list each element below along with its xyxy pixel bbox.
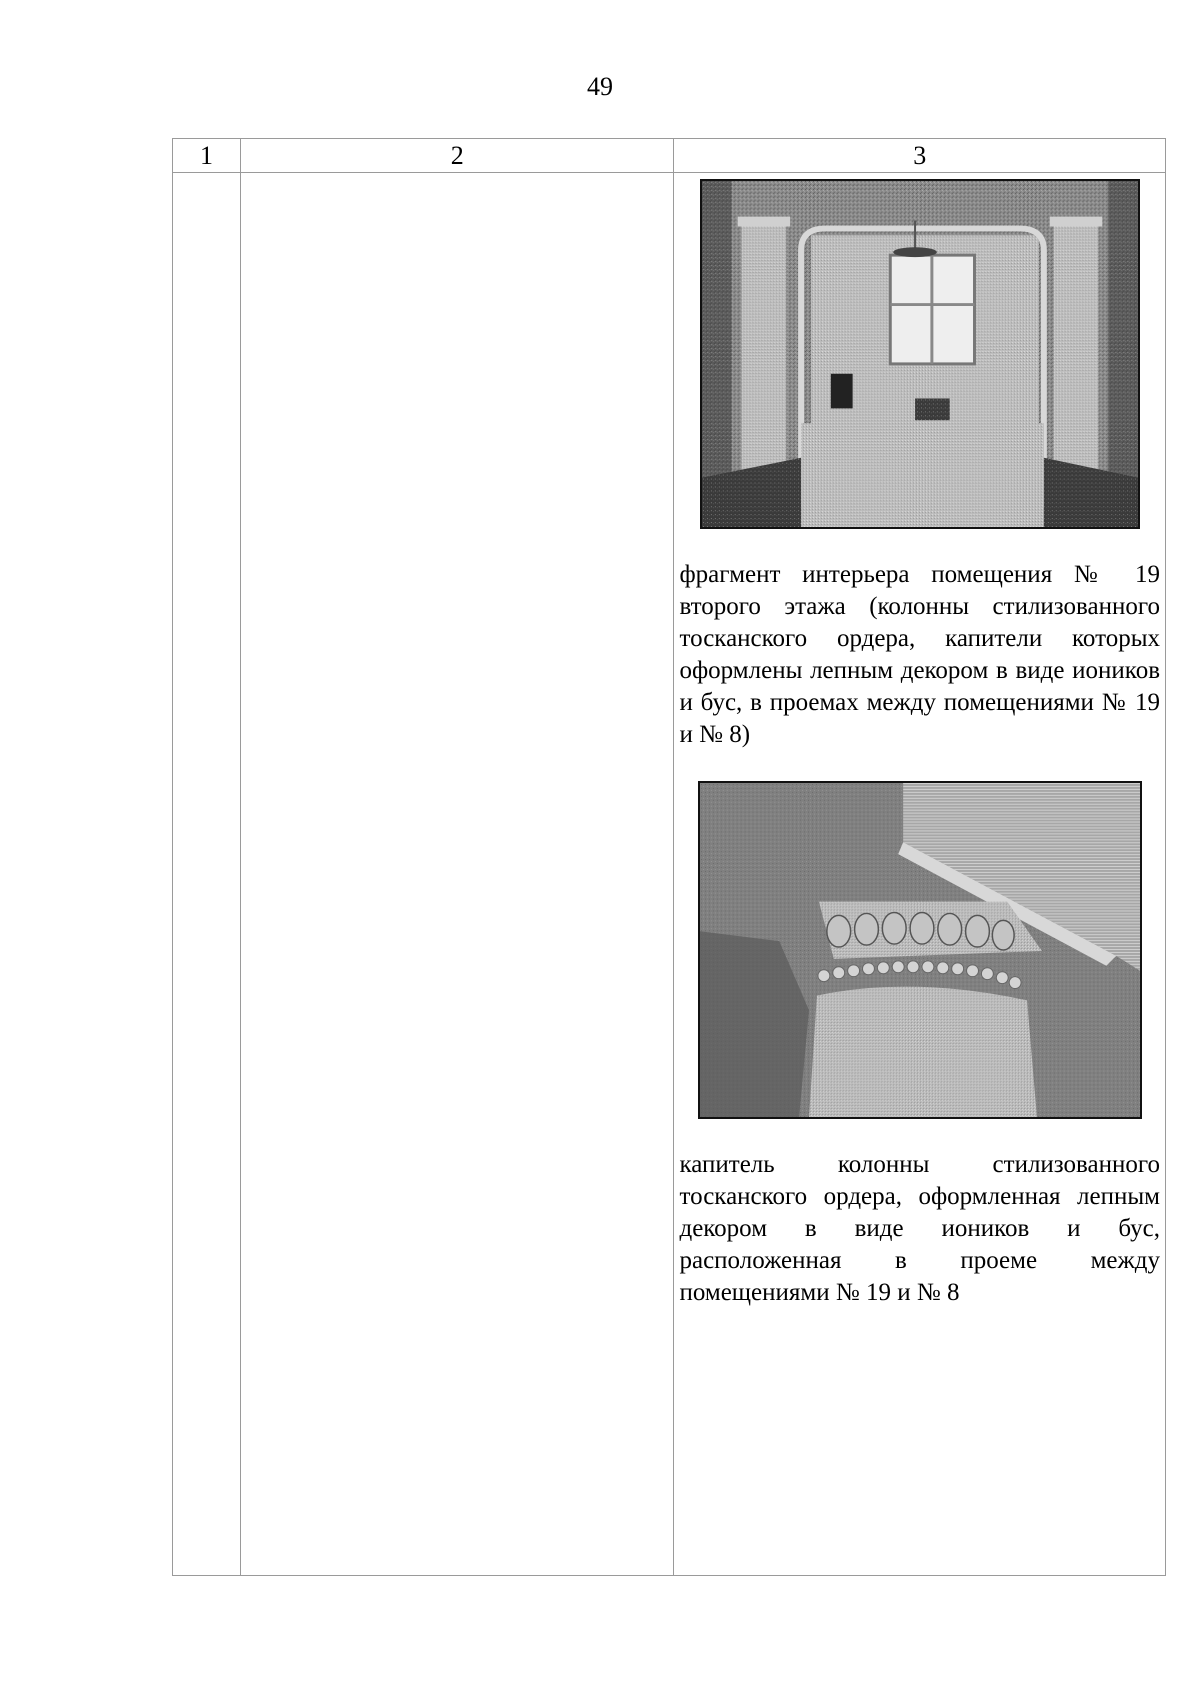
photo-caption-capital: капитель колонны стилизованного тосканского ордера, оформленная лепным декором в виде иоников и бус, расположенная в проеме между помещениями № 19 и № 8: [679, 1151, 1160, 1306]
table-cell-col1: [173, 173, 241, 1576]
page-number: 49: [587, 72, 613, 101]
interior-photo: [700, 179, 1140, 529]
column-capital-photo: [698, 781, 1142, 1119]
photo-caption-interior: фрагмент интерьера помещения № 19 второго этажа (колонны стилизованного тосканского ордера, капители которых оформлены лепным декором в виде иоников и бус, в проемах между помещениями № 19 и № 8): [679, 561, 1160, 748]
table-header-row: [173, 139, 1166, 173]
column-header-3: 3: [674, 139, 1166, 173]
table-cell-col2: [241, 173, 674, 1576]
column-header-2: 2: [241, 139, 674, 173]
document-table: [172, 138, 1166, 1576]
table-cell-col3: [674, 173, 1166, 1576]
table-row: [173, 173, 1166, 1576]
column-header-1: 1: [173, 139, 241, 173]
